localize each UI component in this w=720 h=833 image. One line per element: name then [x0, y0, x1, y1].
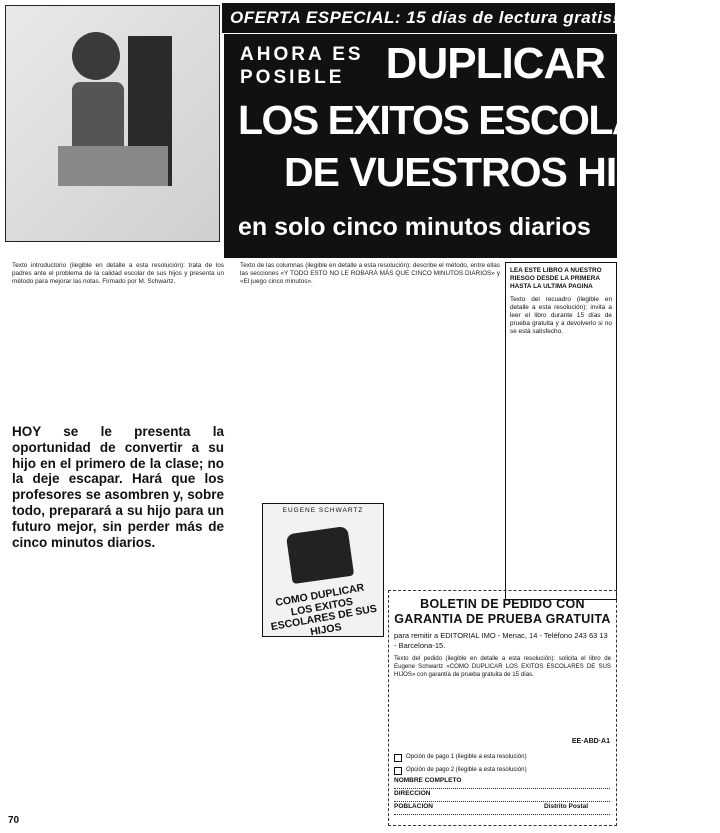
nombre-label: NOMBRE COMPLETO — [394, 777, 462, 784]
intro-text: Texto introductorio (ilegible en detalle a esta resolución): trata de los padres ante el problema de la calidad escolar de sus hijos y presenta un método para mejorar las notas. Firmado por M. Schwartz. — [12, 262, 224, 286]
option-pay-later-label: Opción de pago 2 (ilegible a esta resolución) — [406, 766, 527, 773]
child-figure-icon — [58, 16, 176, 186]
poblacion-label: POBLACION — [394, 803, 433, 810]
coupon-options — [394, 749, 610, 775]
headline-minutos: en solo cinco minutos diarios — [238, 213, 591, 241]
offer-banner: OFERTA ESPECIAL: 15 días de lectura gratis! — [222, 3, 615, 33]
option-pay-now-label: Opción de pago 1 (ilegible a esta resolución) — [406, 753, 527, 760]
book-author: EUGENE SCHWARTZ — [282, 507, 364, 514]
photo-child-studying — [5, 5, 220, 242]
page-number: 70 — [8, 815, 20, 826]
nombre-field[interactable] — [394, 777, 610, 789]
direccion-field[interactable] — [394, 790, 610, 802]
checkbox-icon[interactable] — [394, 767, 402, 775]
coupon-body: Texto del pedido (ilegible en detalle a esta resolución): solicita el libro de Eugene Schwartz «COMO DUPLICAR LOS EXITOS ESCOLARES DE SUS HIJOS» con garantía de prueba gratuita de 15 días. — [394, 655, 611, 678]
distrito-label: Distrito Postal — [544, 803, 589, 810]
risk-free-box — [505, 262, 617, 600]
option-pay-later[interactable] — [394, 766, 610, 775]
risk-free-title: LEA ESTE LIBRO A NUESTRO RIESGO DESDE LA PRIMERA HASTA LA ULTIMA PAGINA — [510, 267, 602, 291]
intro-paragraph — [12, 262, 224, 412]
book-cover — [262, 503, 384, 637]
option-pay-now[interactable] — [394, 753, 610, 762]
order-coupon[interactable] — [388, 590, 617, 826]
checkbox-icon[interactable] — [394, 754, 402, 762]
coupon-title: BOLETIN DE PEDIDO CON GARANTIA DE PRUEBA GRATUITA — [394, 597, 611, 626]
poblacion-field[interactable] — [394, 803, 610, 815]
lead-paragraph: HOY se le presenta la oportunidad de convertir a su hijo en el primero de la clase; no la deje escapar. Hará que los profesores se asombren y, sobre todo, preparará a su hijo para un futuro mejor, sin perder más de cinco minutos diarios. — [12, 424, 224, 550]
coupon-address: para remitir a EDITORIAL IMO - Menac, 14 - Teléfono 243 63 13 - Barcelona-15. — [394, 631, 608, 650]
headline-hijos: DE VUESTROS HIJOS — [284, 149, 696, 195]
book-title: COMO DUPLICAR LOS EXITOS ESCOLARES DE SUS HIJOS — [269, 581, 378, 638]
headline-posible: POSIBLE — [240, 67, 345, 88]
headline-ahora: AHORA ES — [240, 44, 364, 65]
column-text: Texto de las columnas (ilegible en detalle a esta resolución): describe el método, entre ellas las secciones «Y TODO ESTO NO LE ROBARÁ MÁS QUE CINCO MINUTOS DIARIOS» y «El juego cinco minutos». — [240, 262, 500, 286]
headline-duplicar: DUPLICAR — [385, 39, 605, 88]
headline-block — [224, 34, 720, 258]
headline-exitos: LOS EXITOS ESCOLARES — [238, 97, 720, 143]
coupon-code: EE·ABD·A1 — [571, 738, 610, 745]
book-illustration-icon — [286, 526, 354, 584]
risk-free-body: Texto del recuadro (ilegible en detalle a esta resolución): invita a leer el libro durante 15 días de prueba gratuita y a devolverlo si no se está satisfecho. — [510, 295, 612, 336]
column-block — [240, 262, 500, 492]
direccion-label: DIRECCION — [394, 790, 431, 797]
